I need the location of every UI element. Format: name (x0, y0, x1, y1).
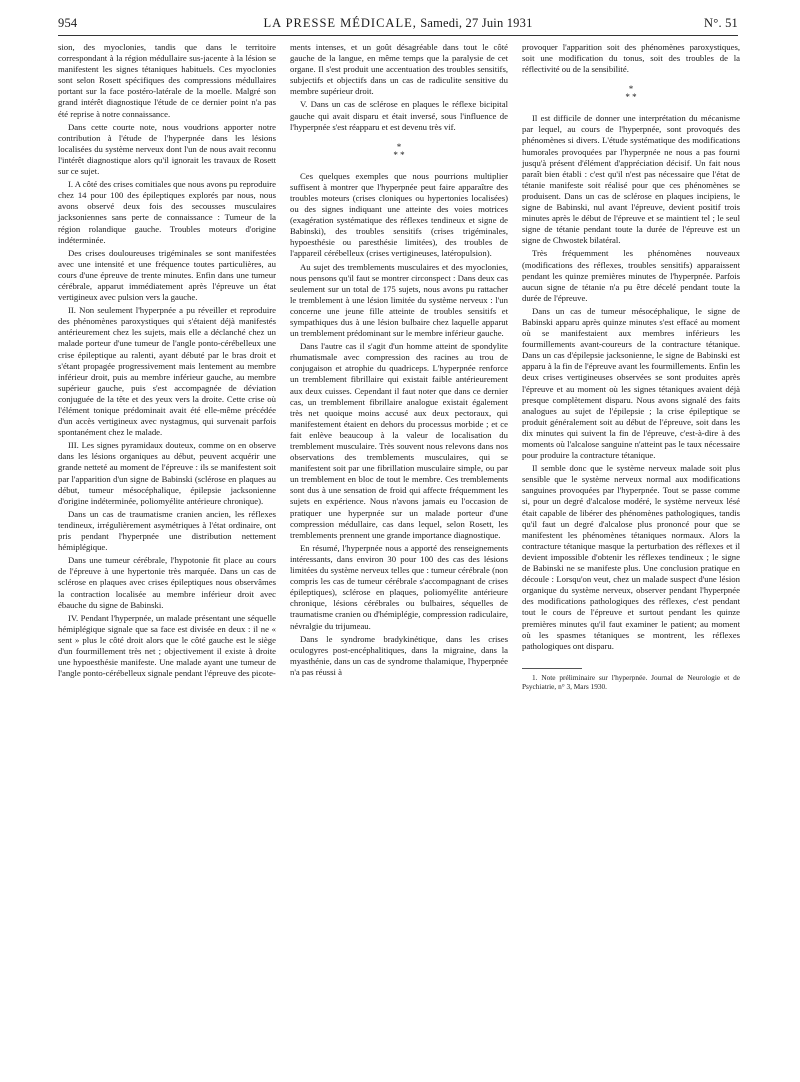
running-title (58, 16, 738, 31)
page-number: 954 (58, 16, 78, 30)
paragraph: Dans le syndrome bradykinétique, dans les crises oculogyres post-encéphalitiques, dans la migraine, dans la myasthénie, dans un cas de syndrome thalamique, l'hyperpnée n'a pas réussi à (290, 633, 508, 677)
separator-star-top: * (628, 84, 634, 95)
paragraph: Des crises douloureuses trigéminales se sont manifestées avec une intensité et une fréquence toutes particulières, au cours d'une épreuve de trente minutes. Enfin dans une tumeur cérébrale, apparut immédiatement après l'épreuve un état vertigineux avec pulsion vers la gauche. (58, 247, 276, 303)
separator-star-top: * (396, 141, 402, 152)
paragraph: IV. Pendant l'hyperpnée, un malade présentant une séquelle hémiplégique signale que sa face est divisée en deux : il ne « sent » plus le côté droit alors que le côté gauche est le siège d'un fourmillement très net ; objectivement il existe à droite une hypoesthésie manifeste. Une malade ayant une tumeur de l'angle ponto-cérébelleux signale pendant l'épreuve des picote- (58, 612, 276, 679)
paragraph: III. Les signes pyramidaux douteux, comme on en observe dans les lésions organiques au début, peuvent acquérir une grande netteté au moment de l'épreuve : ils se manifestent soit par l'apparition d'un signe de Babinski (sclérose en plaques au début, tumeur mésocéphalique, épilepsie jacksonienne d'origine indéterminée, poliomyélite antérieure chronique). (58, 440, 276, 506)
paragraph: Il est difficile de donner une interprétation du mécanisme par lequel, au cours de l'hyperpnée, sont provoqués des phénomènes si divers. L'étude systématique des modifications humorales provoquées par l'hyperpnée ne nous a pas fourni jusqu'à présent d'élément d'appréciation décisif. Un fait nous paraît bien établi : c'est qu'il n'est pas nécessaire que l'état de tétanie manifeste soit réalisé pour que ces phénomènes se produisent. Dans un cas de sclérose en plaques incipiens, le signe de Babinski, nul avant l'épreuve, devient positif trois minutes après le début de l'épreuve et se maintient tel ; le seul signe de tétanie pendant toute la durée de l'épreuve est un signe de Chwostek bilatéral. (522, 113, 740, 246)
publication-name: LA PRESSE MÉDICALE, (263, 16, 417, 30)
separator-star-bottom: * * (393, 149, 405, 160)
column-2 (290, 42, 508, 680)
footnote-rule (522, 668, 582, 669)
paragraph: Au sujet des tremblements musculaires et des myoclonies, nous pensons qu'il faut se montrer circonspect : Dans deux cas seulement sur un total de 175 sujets, nous avons pu rattacher le tremblement à une lésion limitée du système nerveux : l'un concerne une jeune fille atteinte de troubles sensitifs et sympathiques dus à une lésion bulbaire chez laquelle apparut un tremblement prédominant sur le membre inférieur gauche. (290, 261, 508, 339)
paragraph: provoquer l'apparition soit des phénomènes paroxystiques, soit une modification du tonus, soit des troubles de la réflectivité ou de la sensibilité. (522, 42, 740, 75)
paragraph: V. Dans un cas de sclérose en plaques le réflexe bicipital gauche qui avait disparu et était inversé, sous l'influence de l'hyperpnée s'est réapparu et est devenu très vif. (290, 99, 508, 132)
paragraph: Très fréquemment les phénomènes nouveaux (modifications des réflexes, troubles sensitifs) apparaissent pendant les quinze premières minutes de l'hyperpnée. Parfois aucun signe de tétanie n'a pu être décelé pendant toute la durée de l'épreuve. (522, 248, 740, 303)
paragraph: Dans un cas de tumeur mésocéphalique, le signe de Babinski apparu après quinze minutes s'est effacé au moment où se manifestaient aux membres inférieurs les fourmillements avant-coureurs de la contracture tétanique. Dans un cas d'épilepsie jacksonienne, le signe de Babinski est apparu à la fin de l'épreuve avant les fourmillements. Enfin les deux crises vertigineuses observées se sont produites après l'épreuve et au moment où les signes tétaniques avaient déjà presque complètement disparu. Nous avons signalé des faits analogues au sujet de l'épilepsie ; la crise épileptique se produit généralement soit au début de l'épreuve, soit dans les dix minutes qui suivent la fin de l'épreuve, c'est-à-dire à des moments où l'alcalose sanguine n'atteint pas le taux nécessaire pour produire la contracture tétanique. (522, 305, 740, 461)
page-header (58, 14, 738, 34)
paragraph: Dans un cas de traumatisme cranien ancien, les réflexes tendineux, irrégulièrement asymétriques à l'état ordinaire, ont pris pendant l'hyperpnée une distribution nettement hémiplégique. (58, 508, 276, 553)
section-separator (522, 85, 740, 101)
issue-date: Samedi, 27 Juin 1931 (420, 16, 533, 30)
paragraph: II. Non seulement l'hyperpnée a pu réveiller et reproduire des phénomènes paroxystiques qui s'étaient déjà manifestés antérieurement chez les sujets, mais elle a déclanché chez un malade porteur d'une tumeur de l'angle ponto-cérébelleux une crise épileptique au ralenti, ayant débuté par le bras droit et s'étant propagée progressivement mais lentement au membre inférieur droit, puis au membre inférieur gauche, au membre supérieur gauche, puis s'est accompagnée de déviation conjuguée de la tête et des yeux vers la droite. Cette crise où l'élément tonique prédominait avait été elle-même précédée d'un accès vertigineux avec nystagmus, qui survenait parfois spontanément chez le malade. (58, 305, 276, 438)
header-rule (58, 35, 738, 36)
paragraph: ments intenses, et un goût désagréable dans tout le côté gauche de la langue, en même temps que la paralysie de cet organe. Il s'est produit une accentuation des troubles sensitifs, subjectifs et objectifs dans un cas de radiculite sensitive du membre supérieur droit. (290, 42, 508, 97)
paragraph: Dans cette courte note, nous voudrions apporter notre contribution à l'étude de l'hyperpnée dans les lésions localisées du système nerveux dont l'un de nous avait reconnu l'intérêt diagnostique alors qu'il ignorait les travaux de Rosett sur ce sujet. (58, 121, 276, 177)
footnote: 1. Note préliminaire sur l'hyperpnée. Journal de Neurologie et de Psychiatrie, n° 3, Mars 1930. (522, 672, 740, 691)
paragraph: En résumé, l'hyperpnée nous a apporté des renseignements intéressants, dans environ 30 pour 100 des cas des lésions limitées du système nerveux telles que : tumeur cérébrale (non compris les cas de tumeur cérébrale s'accompagnant de crises épileptiques), sclérose en plaques, poliomyélite antérieure chronique, lésions cérébrales ou bulbaires, séquelles de traumatisme cranien ou d'hémiplégie, compression radiculaire, névralgie du trijumeau. (290, 542, 508, 631)
paragraph: Dans l'autre cas il s'agit d'un homme atteint de spondylite rhumatismale avec compression des racines au trou de conjugaison et atrophie du quadriceps. L'hyperpnée renforce un tremblement fibrillaire qui existait faible antérieurement aux deux cuisses. Cependant il faut noter que dans ce dernier cas, un tremblement fibrillaire analogue existait également très net quoique moins accusé aux deux pectoraux, qui manifestement étaient en dehors du processus morbide ; et ce fait enlève beaucoup à la valeur de localisation du tremblement musculaire. Très souvent nous relevons dans nos observations des tremblements musculaires, qui se manifestent soit par une fibrillation musculaire simple, ou par un tremblement en bloc de tout le membre. Ces tremblements sont dus à une sensation de froid qui affecte fréquemment les sujets en expérience. Nous n'avons jamais eu l'occasion de pratiquer une hyperpnée sur un malade porteur d'une compression médullaire, cas dans lequel, selon Rosett, les tremblements prennent une grande importance diagnostique. (290, 341, 508, 540)
paragraph: Ces quelques exemples que nous pourrions multiplier suffisent à montrer que l'hyperpnée peut faire apparaître des troubles moteurs (crises cloniques ou hypertonies localisées) ou des signes indiquant une atteinte des voies motrices (exagération systématique des réflexes tendineux et signe de Babinski), des troubles sensitifs (crises trigéminales, hypoesthésie ou paresthésie limitées), des troubles de l'appareil cérébelleux (crises vertigineuses, latéropulsion). (290, 170, 508, 259)
paragraph: sion, des myoclonies, tandis que dans le territoire correspondant à la région médullaire sus-jacente à la lésion se manifestent les signes tétaniques habituels. Ces myoclonies sont selon Rosett spécifiques des compressions médullaires portant sur la face postéro-latérale de la moelle. Malgré son grand intérêt diagnostique l'étude de ce dernier point n'a pas été reprise à notre connaissance. (58, 42, 276, 119)
paragraph: Dans une tumeur cérébrale, l'hypotonie fit place au cours de l'épreuve à une hypertonie très marquée. Dans un cas de sclérose en plaques avec crises épileptiques nous observâmes la contraction localisée au membre inférieur droit avec ébauche du signe de Babinski. (58, 555, 276, 610)
separator-star-bottom: * * (625, 92, 637, 103)
column-3 (522, 42, 740, 691)
paragraph: Il semble donc que le système nerveux malade soit plus sensible que le système nerveux normal aux modifications sanguines provoquées par l'hyperpnée. Tout se passe comme si, pour un degré d'alcalose modéré, le système nerveux lésé était capable de libérer des phénomènes pathologiques, tandis qu'il faut un degré d'alcalose plus prononcé pour que se manifestent les phénomènes tétaniques normaux. Alors la contracture tétanique masque la perturbation des réflexes et il devient impossible d'obtenir les réflexes tendineux ; le signe de Babinski ne se manifeste plus. Une conclusion pratique en découle : Lorsqu'on veut, chez un malade suspect d'une lésion organique du système nerveux, observer pendant l'hyperpnée des modifications pathologiques des réflexes, c'est pendant tout le cours de l'épreuve et surtout pendant les quinze premières minutes qu'il faut examiner le patient; au moment où les spasmes tétaniques se montrent, les réflexes pathologiques ont disparu. (522, 463, 740, 651)
section-separator (290, 143, 508, 159)
issue-number: N°. 51 (704, 16, 738, 30)
column-1 (58, 42, 276, 681)
paragraph: I. A côté des crises comitiales que nous avons pu reproduire chez 14 pour 100 des épileptiques explorés par nous, nous avons observé deux fois des secousses musculaires jacksoniennes sans perte de connaissance : Tumeur de la région rolandique gauche. Troubles moteurs d'origine indéterminée. (58, 179, 276, 245)
